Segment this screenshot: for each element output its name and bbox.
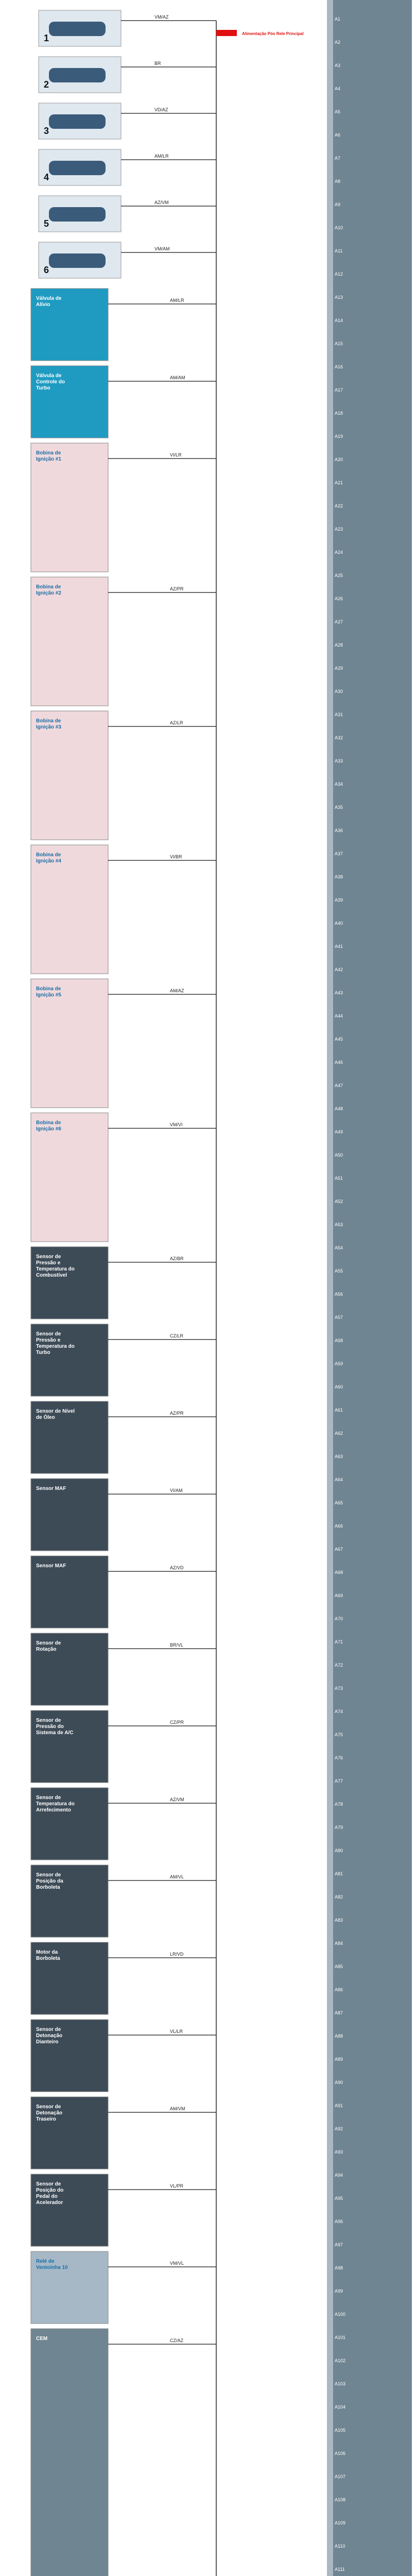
component-wire-label: AZ/BR [170,1256,184,1261]
ecu-pin-label: A103 [335,2381,346,2386]
component-name: Temperatura do [36,1266,75,1272]
ecu-pin-label: A58 [335,1338,343,1343]
component-name: Sensor de [36,1872,61,1878]
ecu-pin-label: A77 [335,1778,343,1784]
ecu-pin-label: A18 [335,411,343,416]
ecu-pin-label: A38 [335,874,343,879]
component-name: Pressão e [36,1260,61,1266]
ecu-pin-label: A91 [335,2103,343,2108]
component-name: Ignição #6 [36,1126,61,1132]
component-wire-label: VI/LR [170,452,182,457]
component-wire-label: AZ/PR [170,586,184,591]
ecu-pin-label: A12 [335,272,343,277]
component-name: Sistema de A/C [36,1730,74,1736]
component-name: Turbo [36,385,50,391]
ecu-pin-label: A66 [335,1523,343,1529]
component-blocks [31,289,216,2576]
ecu-pin-label: A82 [335,1894,343,1900]
component-name: Combustível [36,1273,67,1278]
ecu-pin-label: A32 [335,735,343,740]
component-wire-label: VL/PR [170,2183,184,2189]
ecu-pin-label: A98 [335,2265,343,2270]
component-name: Sensor de [36,2181,61,2187]
component-name: Bobina de [36,584,61,590]
component-name: Bobina de [36,1120,61,1126]
injector-icon [49,114,106,129]
ecu-pin-label: A31 [335,712,343,717]
component-name: Bobina de [36,450,61,456]
component-block [31,979,108,1108]
component-wire-label: AZ/PR [170,1411,184,1416]
component-wire-label: LR/VD [170,1952,184,1957]
ecu-pin-label: A70 [335,1616,343,1621]
component-name: Sensor de [36,2027,61,2032]
component-wire-label: AZ/VD [170,1565,184,1570]
ecu-pin-label: A43 [335,990,343,995]
component-wire-label: AM/LR [170,298,184,303]
ecu-pin-label: A102 [335,2358,346,2363]
ecu-pin-label: A104 [335,2404,346,2410]
component-wire-label: AM/VL [170,1874,184,1879]
component-name: Sensor de [36,1331,61,1337]
ecu-pin-label: A81 [335,1871,343,1876]
ecu-pin-label: A52 [335,1199,343,1204]
component-name: Temperatura do [36,1801,75,1807]
component-name: Pressão do [36,1724,64,1730]
injector-icon [49,207,106,222]
ecu-pin-label: A24 [335,550,343,555]
ecu-pin-label: A59 [335,1361,343,1366]
injector-number: 3 [44,126,49,136]
ecu-pin-label: A88 [335,2033,343,2039]
ecu-pin-label: A11 [335,248,343,253]
ecu-pin-label: A1 [335,16,341,22]
ecu-pin-label: A93 [335,2149,343,2155]
ecu-pin-label: A64 [335,1477,343,1482]
component-wire-label: VI/BR [170,854,182,859]
fuse-icon [216,30,237,36]
component-block [31,845,108,974]
component-name: Sensor de [36,1795,61,1801]
component-block [31,711,108,840]
ecu-pin-label: A111 [335,2567,345,2572]
ecu-pin-label: A3 [335,63,341,68]
component-wire-label: VM/VI [170,1122,183,1127]
component-wire-label: AZ/VM [170,1797,184,1802]
ecu-pin-label: A56 [335,1292,343,1297]
ecu-pin-label: A79 [335,1825,343,1830]
ecu-pin-label: A69 [335,1593,343,1598]
component-name: Controle do [36,379,65,385]
component-name: Sensor MAF [36,1486,66,1492]
component-name: Temperatura do [36,1344,75,1349]
ecu-pin-label: A54 [335,1245,343,1250]
ecu-pin-label: A94 [335,2173,343,2178]
ecu-pin-label: A83 [335,1918,343,1923]
ecu-pin-label: A17 [335,387,343,393]
ecu-pin-label: A78 [335,1802,343,1807]
ecu-pin-label: A36 [335,828,343,833]
component-wire-label: AM/VM [170,2106,185,2111]
ecu-pin-label: A65 [335,1500,343,1505]
injector-number: 5 [44,218,49,229]
ecu-pin-label: A90 [335,2080,343,2085]
injector-icon [49,253,106,268]
ecu-pin-label: A72 [335,1663,343,1668]
injector-section [39,10,304,278]
component-name: Alívio [36,302,50,308]
ecu-pin-label: A106 [335,2451,346,2456]
component-name: Ignição #4 [36,858,61,864]
ecu-pin-label: A41 [335,944,343,949]
component-block [31,577,108,706]
component-wire-label: VI/AM [170,1488,183,1493]
ecu-body [330,0,412,2576]
ecu-pin-label: A92 [335,2126,343,2131]
component-name: Arrefecimento [36,1807,71,1813]
ecu-pin-label: A19 [335,434,343,439]
ecu-pin-label: A35 [335,805,343,810]
ecu-pin-label: A22 [335,503,343,509]
component-name: Turbo [36,1350,50,1355]
ecu-pin-label: A96 [335,2219,343,2224]
component-name: Borboleta [36,1885,60,1890]
ecu-pin-label: A50 [335,1153,343,1158]
component-name: Relé de [36,2259,55,2264]
ecu-pin-label: A10 [335,225,343,230]
fuse-note: Alimentação Pós Rele Principal [242,31,304,36]
ecu-pin-label: A68 [335,1570,343,1575]
ecu-pin-label: A71 [335,1639,343,1645]
ecu-pin-label: A30 [335,689,343,694]
ecu-pin-label: A6 [335,132,341,138]
ecu-pin-label: A55 [335,1268,343,1274]
component-name: Bobina de [36,852,61,858]
component-wire-label: CZ/LR [170,1333,184,1338]
ecu-pin-label: A100 [335,2312,346,2317]
ecu-pin-label: A20 [335,457,343,462]
ecu-pin-label: A46 [335,1060,343,1065]
ecu-pin-label: A27 [335,619,343,624]
injector-icon [49,22,106,36]
component-name: Rotação [36,1647,57,1652]
ecu-pin-label: A25 [335,573,343,578]
component-name: Posição do [36,2188,64,2193]
component-wire-label: AM/AZ [170,988,184,993]
component-name: Ignição #2 [36,590,61,596]
component-name: Ventoinha 10 [36,2265,68,2270]
component-name: Dianteiro [36,2039,59,2045]
component-name: Ignição #3 [36,724,61,730]
ecu-pin-label: A67 [335,1547,343,1552]
ecu-pin-label: A37 [335,851,343,856]
ecu-pin-label: A45 [335,1037,343,1042]
ecu-pin-label: A16 [335,364,343,369]
component-wire-label: CZ/AZ [170,2338,183,2343]
ecu-pin-label: A21 [335,480,343,485]
injector-wire-label: AZ/VM [154,200,169,205]
ecu-pin-label: A15 [335,341,343,346]
ecu-pin-label: A80 [335,1848,343,1853]
component-wire-label: AZ/LR [170,720,183,725]
ecu-pin-strip [327,0,333,2576]
component-name: Bobina de [36,718,61,724]
ecu-pin-label: A33 [335,758,343,764]
injector-number: 1 [44,33,49,43]
ecu-pin-label: A53 [335,1222,343,1227]
ecu-pin-label: A49 [335,1129,343,1134]
ecu-pin-label: A101 [335,2335,346,2340]
component-block [31,443,108,572]
ecu-pin-label: A86 [335,1987,343,1992]
component-wire-label: VM/VL [170,2261,184,2266]
component-block [31,2329,108,2576]
ecu-pin-label: A51 [335,1176,343,1181]
component-name: Sensor de [36,2104,61,2110]
ecu-pin-label: A4 [335,86,341,91]
injector-icon [49,161,106,175]
component-name: Detonação [36,2110,63,2116]
component-block [31,1113,108,1242]
ecu-pin-label: A39 [335,897,343,903]
ecu-pin-label: A28 [335,642,343,648]
component-name: Sensor de Nível [36,1409,75,1414]
ecu-pin-label: A26 [335,596,343,601]
ecu-pin-label: A76 [335,1755,343,1760]
ecu-pin-label: A42 [335,967,343,972]
ecu-pin-label: A95 [335,2196,343,2201]
ecu-pin-label: A97 [335,2242,343,2247]
ecu-pin-label: A105 [335,2428,346,2433]
component-wire-label: BR/VL [170,1642,184,1648]
component-name: Sensor de [36,1254,61,1260]
component-name: CEM [36,2336,48,2342]
ecu-pin-label: A73 [335,1686,343,1691]
component-name: Traseiro [36,2116,56,2122]
component-name: Borboleta [36,1956,60,1961]
ecu-pin-label: A87 [335,2010,343,2015]
ecu-pin-label: A107 [335,2474,346,2479]
component-name: Válvula de [36,373,62,379]
injector-number: 4 [44,172,49,182]
ecu-pin-label: A85 [335,1964,343,1969]
component-name: Acelerador [36,2200,63,2206]
component-name: Sensor de [36,1718,61,1723]
component-name: Sensor MAF [36,1563,66,1569]
ecu-pin-label: A108 [335,2497,346,2502]
ecu-pin-label: A40 [335,921,343,926]
ecu-pin-label: A75 [335,1732,343,1737]
injector-wire-label: AM/LR [154,154,169,159]
ecu-pin-label: A2 [335,40,341,45]
ecu-pin-label: A61 [335,1408,343,1413]
ecu-pin-label: A8 [335,179,341,184]
injector-wire-label: BR [154,61,161,66]
injector-wire-label: VM/AZ [154,14,169,20]
ecu-pin-label: A60 [335,1384,343,1389]
injector-wire-label: VM/AM [154,246,170,251]
component-name: Detonação [36,2033,63,2039]
component-wire-label: CZ/PR [170,1720,184,1725]
component-name: Pressão e [36,1337,61,1343]
component-name: Ignição #1 [36,456,61,462]
ecu-pin-label: A89 [335,2057,343,2062]
ecu-pin-label: A57 [335,1315,343,1320]
ecu-pin-label: A62 [335,1431,343,1436]
ecu-pin-label: A23 [335,527,343,532]
ecu-pin-label: A48 [335,1106,343,1111]
ecu-pin-label: A84 [335,1941,343,1946]
ecu-pin-label: A63 [335,1454,343,1459]
component-name: Motor da [36,1950,58,1955]
component-name: de Óleo [36,1415,55,1420]
ecu-pin-label: A99 [335,2289,343,2294]
ecu-pin-label: A47 [335,1083,343,1088]
ecu-pin-label: A34 [335,782,343,787]
injector-number: 2 [44,79,49,90]
injector-number: 6 [44,265,49,275]
ecu-pin-label: A9 [335,202,341,207]
component-name: Bobina de [36,986,61,992]
ecu-pin-label: A5 [335,109,341,114]
ecu-pin-label: A44 [335,1013,343,1019]
injector-wire-label: VD/AZ [154,107,168,112]
component-wire-label: AM/AM [170,375,185,380]
component-name: Válvula de [36,296,62,301]
ecu-pin-label: A109 [335,2520,346,2526]
component-name: Sensor de [36,1640,61,1646]
ecu-pin-label: A7 [335,156,341,161]
component-name: Ignição #5 [36,992,61,998]
ecu-pin-label: A14 [335,318,343,323]
ecu-pin-label: A29 [335,666,343,671]
ecu-pin-label: A74 [335,1709,343,1714]
component-name: Posição da [36,1878,63,1884]
ecu-pin-label: A13 [335,295,343,300]
ecu-pin-label: A110 [335,2544,345,2549]
injector-icon [49,68,106,82]
component-name: Pedal do [36,2194,58,2199]
component-wire-label: VL/LR [170,2029,183,2034]
